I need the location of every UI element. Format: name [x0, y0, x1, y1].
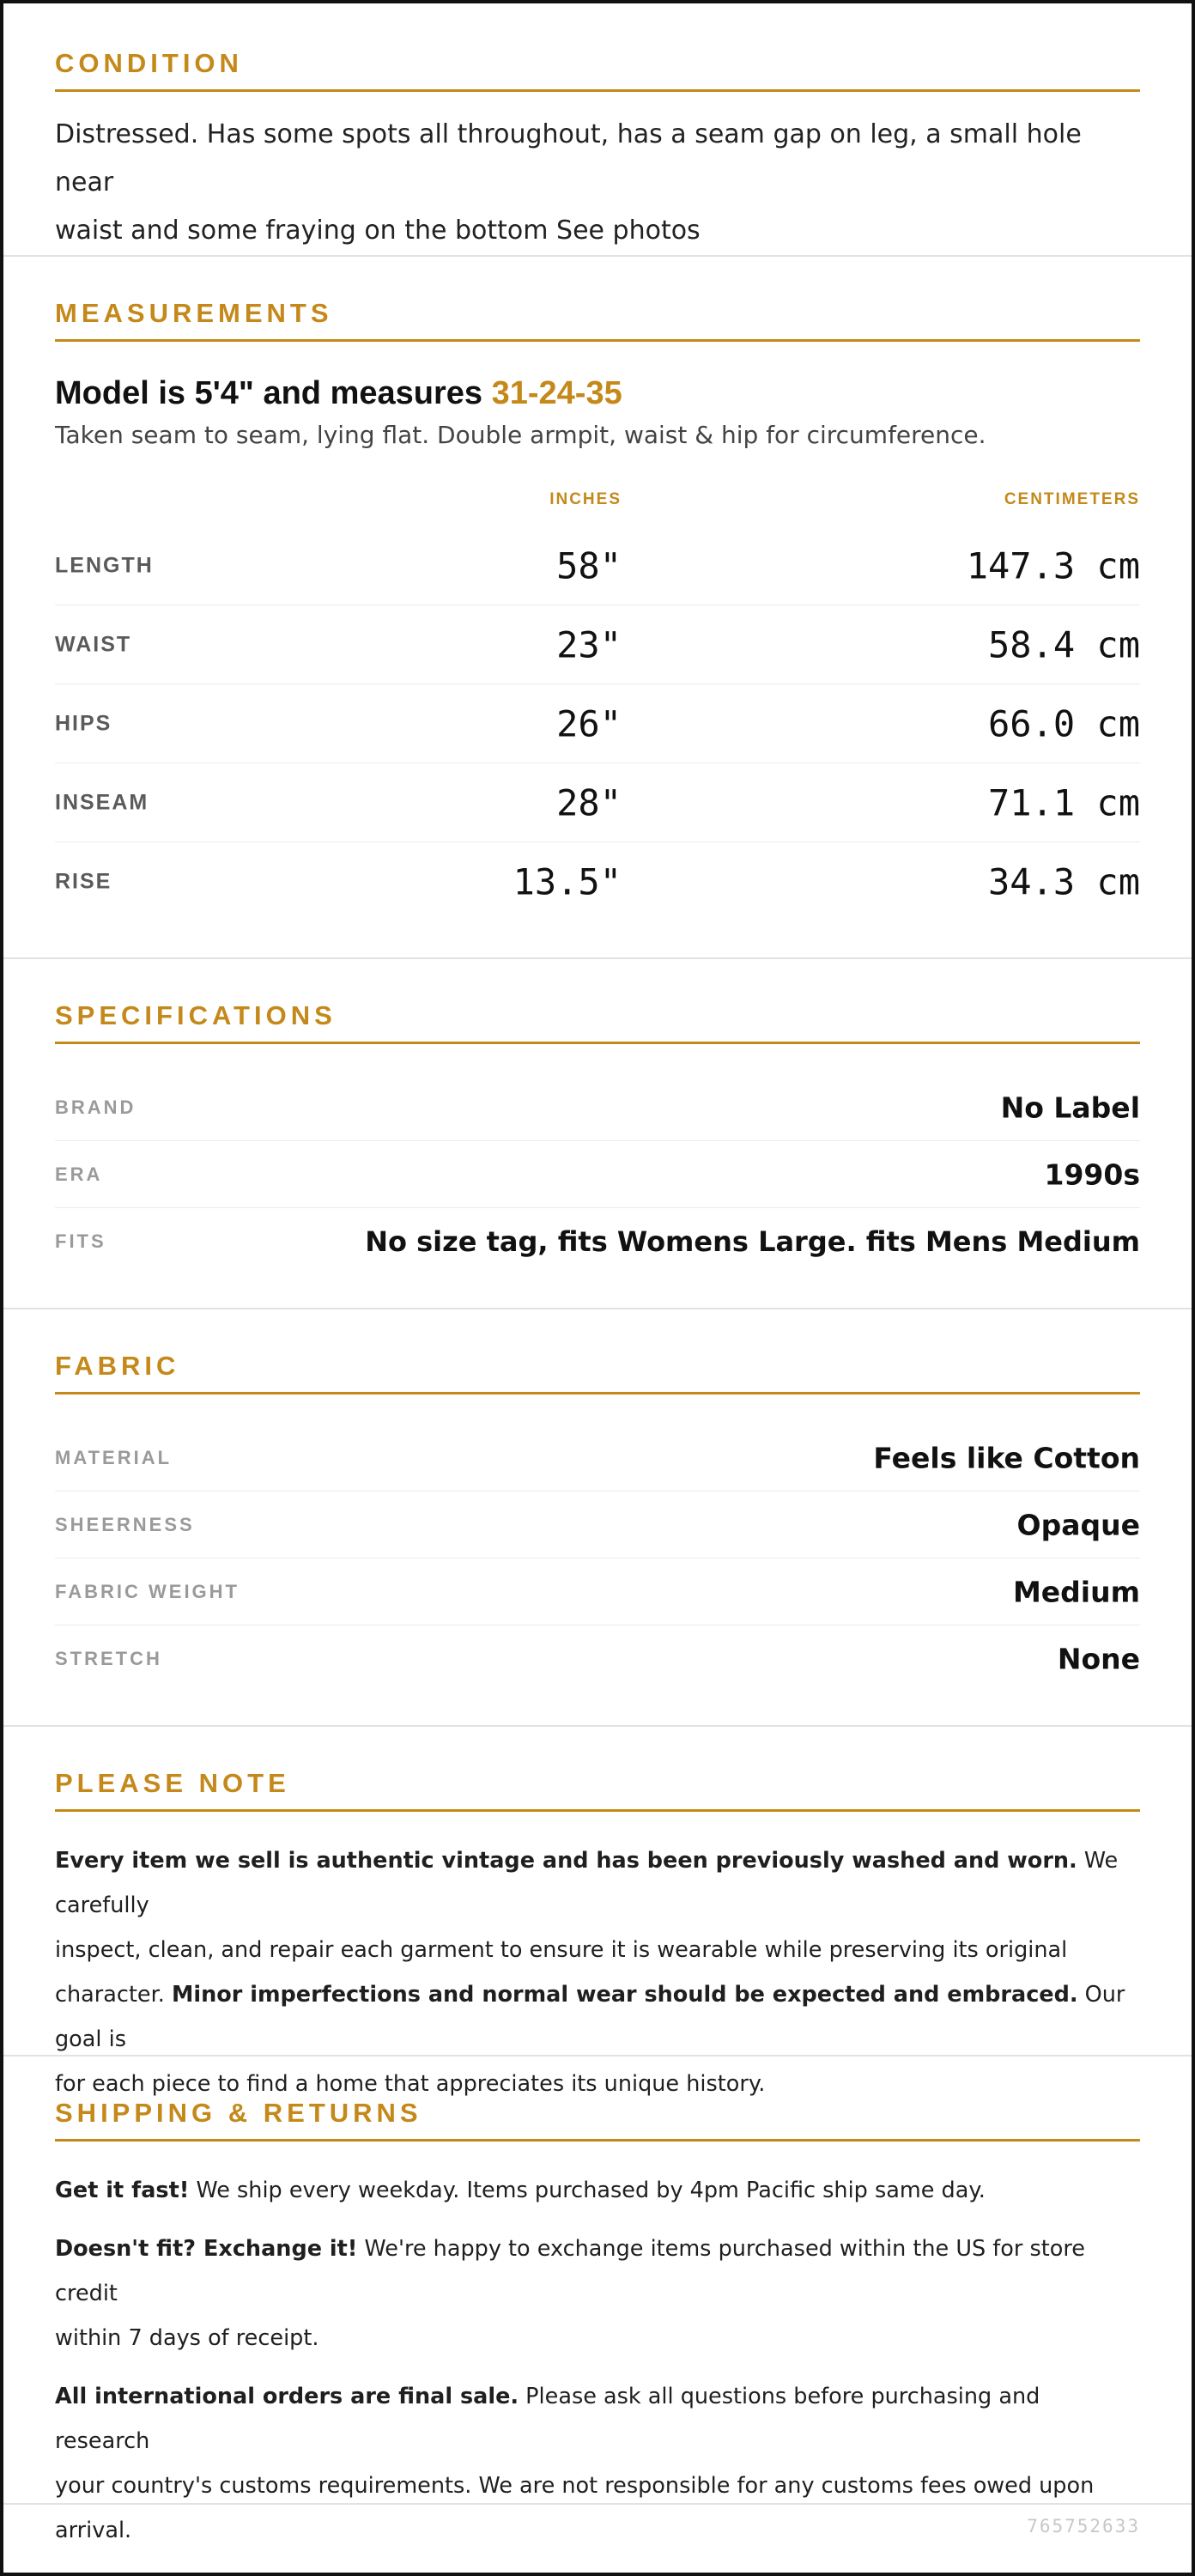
measurement-label: INSEAM — [55, 790, 149, 814]
shipping-line: within 7 days of receipt. — [55, 2325, 319, 2351]
spec-label: ERA — [55, 1163, 103, 1185]
shipping-text-span: We ship every weekday. Items purchased by 4pm Pacific ship same day. — [189, 2178, 986, 2203]
please-note-heading: PLEASE NOTE — [55, 1768, 1140, 1812]
spec-value: None — [1057, 1642, 1140, 1676]
measurement-row-rise — [55, 842, 1140, 921]
model-measures-value: 31-24-35 — [491, 375, 622, 411]
shipping-paragraph — [55, 2227, 1140, 2360]
spec-value: No Label — [1000, 1091, 1140, 1124]
col-centimeters-header: CENTIMETERS — [1004, 490, 1140, 508]
note-bold: Minor imperfections and normal wear should be expected and embraced. — [171, 1982, 1078, 2008]
model-measurements — [55, 375, 1140, 412]
measurement-inches: 26" — [556, 702, 622, 744]
spec-value: Feels like Cotton — [873, 1441, 1140, 1474]
fabric-table — [55, 1425, 1140, 1692]
fabric-section — [3, 1309, 1192, 1727]
col-inches-header: INCHES — [549, 490, 622, 508]
specifications-table — [55, 1074, 1140, 1275]
measurement-inches: 13.5" — [513, 860, 622, 903]
shipping-text — [55, 2168, 1140, 2553]
measurements-section — [3, 257, 1192, 959]
spec-row-brand — [55, 1074, 1140, 1141]
condition-description — [55, 111, 1140, 255]
note-line: for each piece to find a home that appreciates its unique history. — [55, 2071, 766, 2097]
specifications-heading: SPECIFICATIONS — [55, 1000, 1140, 1044]
please-note-section — [3, 1727, 1192, 2097]
spec-label: SHEERNESS — [55, 1513, 195, 1535]
spec-label: FITS — [55, 1230, 106, 1252]
condition-line: waist and some fraying on the bottom See photos — [55, 216, 701, 246]
spec-label: MATERIAL — [55, 1446, 173, 1468]
shipping-paragraph — [55, 2168, 1140, 2213]
shipping-line: your country's customs requirements. We are not responsible for any customs fees owed upon — [55, 2473, 1095, 2499]
measurement-row-inseam — [55, 763, 1140, 842]
measurement-label: RISE — [55, 869, 112, 894]
measurement-note: Taken seam to seam, lying flat. Double armpit, waist & hip for circumference. — [55, 421, 986, 449]
shipping-line — [55, 2374, 1140, 2464]
shipping-heading: SHIPPING & RETURNS — [55, 2098, 1140, 2142]
note-text: Our goal is — [55, 1982, 1125, 2052]
model-prefix: Model is 5'4" and measures — [55, 375, 492, 411]
condition-line: Distressed. Has some spots all throughout, has a seam gap on leg, a small hole near — [55, 119, 1082, 197]
fabric-row-sheerness — [55, 1492, 1140, 1558]
measurement-row-waist — [55, 605, 1140, 684]
shipping-paragraph — [55, 2374, 1140, 2553]
measurement-inches: 28" — [556, 781, 622, 823]
spec-value: Opaque — [1016, 1508, 1140, 1541]
note-text: We carefully — [55, 1848, 1119, 1918]
measurement-cm: 147.3 cm — [966, 544, 1140, 586]
spec-row-era — [55, 1141, 1140, 1208]
measurements-table — [55, 526, 1140, 921]
measurement-inches: 23" — [556, 623, 622, 665]
fabric-row-material — [55, 1425, 1140, 1492]
shipping-text-span: Please ask all questions before purchasing and research — [55, 2384, 1040, 2454]
measurement-cm: 34.3 cm — [987, 860, 1140, 903]
measurement-cm: 58.4 cm — [987, 623, 1140, 665]
shipping-line — [55, 2227, 1140, 2316]
note-bold: Every item we sell is authentic vintage and has been previously washed and worn. — [55, 1848, 1077, 1874]
shipping-line: arrival. — [55, 2518, 132, 2543]
spec-label: FABRIC WEIGHT — [55, 1580, 240, 1602]
specifications-section — [3, 959, 1192, 1309]
spec-label: STRETCH — [55, 1648, 162, 1669]
note-line: inspect, clean, and repair each garment to ensure it is wearable while preserving its original — [55, 1937, 1068, 1963]
spec-row-fits — [55, 1208, 1140, 1275]
shipping-text-span: We're happy to exchange items purchased within the US for store credit — [55, 2236, 1085, 2306]
shipping-bold: Doesn't fit? Exchange it! — [55, 2236, 358, 2262]
fabric-heading: FABRIC — [55, 1351, 1140, 1394]
fabric-row-stretch — [55, 1625, 1140, 1692]
measurement-label: WAIST — [55, 632, 132, 656]
spec-label: BRAND — [55, 1096, 136, 1118]
measurement-label: LENGTH — [55, 553, 154, 577]
note-line — [55, 1838, 1140, 1928]
measurements-heading: MEASUREMENTS — [55, 298, 1140, 342]
note-line — [55, 1972, 1140, 2062]
measurement-inches: 58" — [556, 544, 622, 586]
spec-value: Medium — [1012, 1575, 1140, 1608]
measurement-cm: 66.0 cm — [987, 702, 1140, 744]
spec-value: 1990s — [1044, 1157, 1140, 1191]
condition-section — [3, 3, 1192, 257]
spec-value: No size tag, fits Womens Large. fits Mens Medium — [365, 1225, 1140, 1258]
shipping-bold: Get it fast! — [55, 2178, 190, 2203]
note-text: character. — [55, 1982, 172, 2008]
item-id: 765752633 — [1027, 2516, 1140, 2537]
condition-heading: CONDITION — [55, 48, 1140, 92]
measurement-row-hips — [55, 684, 1140, 763]
measurement-cm: 71.1 cm — [987, 781, 1140, 823]
fabric-row-weight — [55, 1558, 1140, 1625]
measurement-row-length — [55, 526, 1140, 605]
shipping-bold: All international orders are final sale. — [55, 2384, 519, 2409]
measurement-label: HIPS — [55, 711, 112, 735]
